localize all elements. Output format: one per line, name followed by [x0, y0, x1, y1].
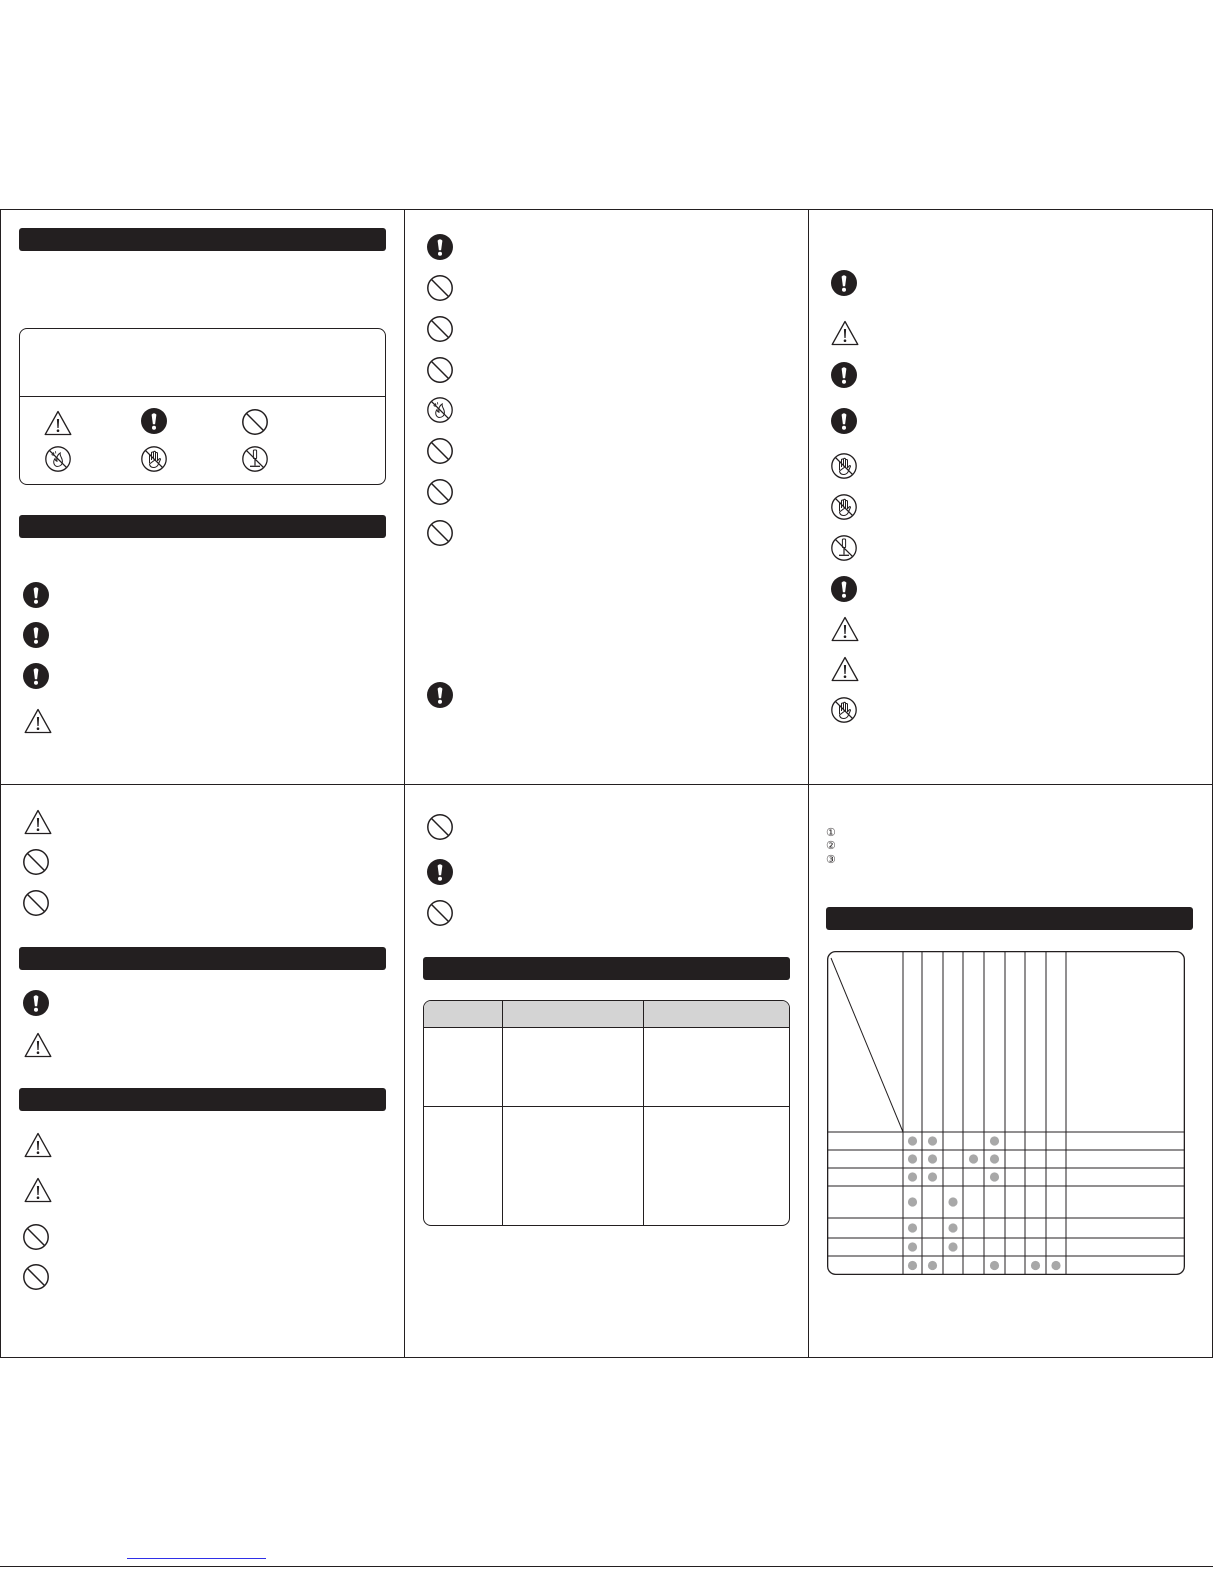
no-touch-icon [140, 445, 168, 473]
panel-top-left [0, 209, 404, 784]
mandatory-icon [22, 621, 50, 649]
table-cell [503, 1028, 644, 1107]
matrix-dot [928, 1172, 937, 1181]
matrix-dot [948, 1197, 957, 1206]
mandatory-icon [830, 269, 858, 297]
mandatory-icon [426, 233, 454, 261]
section-header-bar [19, 947, 386, 970]
matrix-dot [908, 1223, 917, 1232]
mandatory-icon [830, 407, 858, 435]
mandatory-icon [22, 989, 50, 1017]
prohibition-icon [426, 356, 454, 384]
matrix-diagonal-line [831, 958, 903, 1132]
no-fire-icon [44, 445, 72, 473]
legend-divider [20, 396, 385, 397]
section-header-bar [423, 957, 790, 980]
no-disassemble-icon [241, 445, 269, 473]
no-touch-icon [830, 696, 858, 724]
table-header-cell [644, 1001, 789, 1028]
section-header-bar [19, 1088, 386, 1111]
mandatory-icon [426, 681, 454, 709]
no-touch-icon [830, 452, 858, 480]
prohibition-icon [426, 437, 454, 465]
table-cell [503, 1107, 644, 1225]
step-number: ② [826, 840, 836, 852]
matrix-dot [990, 1261, 999, 1270]
matrix-border [828, 952, 1185, 1275]
prohibition-icon [426, 813, 454, 841]
matrix-dot [908, 1261, 917, 1270]
prohibition-icon [426, 519, 454, 547]
mandatory-icon [426, 858, 454, 886]
mandatory-icon [830, 575, 858, 603]
panel-bottom-left [0, 784, 404, 1357]
warning-icon [24, 707, 52, 735]
prohibition-icon [22, 1223, 50, 1251]
warning-icon [24, 808, 52, 836]
table-cell [644, 1028, 789, 1107]
table-header-cell [503, 1001, 644, 1028]
prohibition-icon [22, 848, 50, 876]
panel-bottom-right [808, 784, 1212, 1357]
no-touch-icon [830, 493, 858, 521]
matrix-dot [928, 1261, 937, 1270]
symbol-legend-box [19, 328, 386, 485]
prohibition-icon [426, 899, 454, 927]
prohibition-icon [426, 478, 454, 506]
matrix-dot [908, 1197, 917, 1206]
table-cell [424, 1107, 503, 1225]
matrix-dot [908, 1136, 917, 1145]
matrix-dot [948, 1223, 957, 1232]
matrix-dot [1031, 1261, 1040, 1270]
table-cell [644, 1107, 789, 1225]
step-number: ③ [826, 854, 836, 866]
no-disassemble-icon [830, 534, 858, 562]
prohibition-icon [241, 408, 269, 436]
footer-link[interactable] [127, 1548, 266, 1559]
section-header-bar [19, 515, 386, 538]
prohibition-icon [22, 889, 50, 917]
table-header-cell [424, 1001, 503, 1028]
table-cell [424, 1028, 503, 1107]
mandatory-icon [140, 407, 168, 435]
section-header-bar [826, 907, 1193, 930]
matrix-dot [908, 1242, 917, 1251]
panel-top-middle [404, 209, 808, 784]
warning-icon [24, 1131, 52, 1159]
no-fire-icon [426, 396, 454, 424]
section-header-bar [19, 228, 386, 251]
spec-table [423, 1000, 790, 1226]
matrix-dot [928, 1136, 937, 1145]
matrix-dot [928, 1154, 937, 1163]
step-number: ① [826, 827, 836, 839]
prohibition-icon [426, 274, 454, 302]
prohibition-icon [426, 315, 454, 343]
warning-icon [44, 409, 72, 437]
warning-icon [831, 615, 859, 643]
matrix-dot [1051, 1261, 1060, 1270]
prohibition-icon [22, 1263, 50, 1291]
warning-icon [831, 319, 859, 347]
mandatory-icon [830, 361, 858, 389]
matrix-dot [990, 1136, 999, 1145]
panel-top-right [808, 209, 1212, 784]
matrix-dot [990, 1154, 999, 1163]
warning-icon [831, 655, 859, 683]
matrix-dot [969, 1154, 978, 1163]
mandatory-icon [22, 581, 50, 609]
panel-bottom-middle [404, 784, 808, 1357]
compatibility-matrix [827, 951, 1185, 1275]
matrix-dot [908, 1154, 917, 1163]
warning-icon [24, 1031, 52, 1059]
matrix-dot [990, 1172, 999, 1181]
warning-icon [24, 1176, 52, 1204]
footer-rule [0, 1566, 1213, 1567]
matrix-dot [948, 1242, 957, 1251]
mandatory-icon [22, 662, 50, 690]
matrix-dot [908, 1172, 917, 1181]
